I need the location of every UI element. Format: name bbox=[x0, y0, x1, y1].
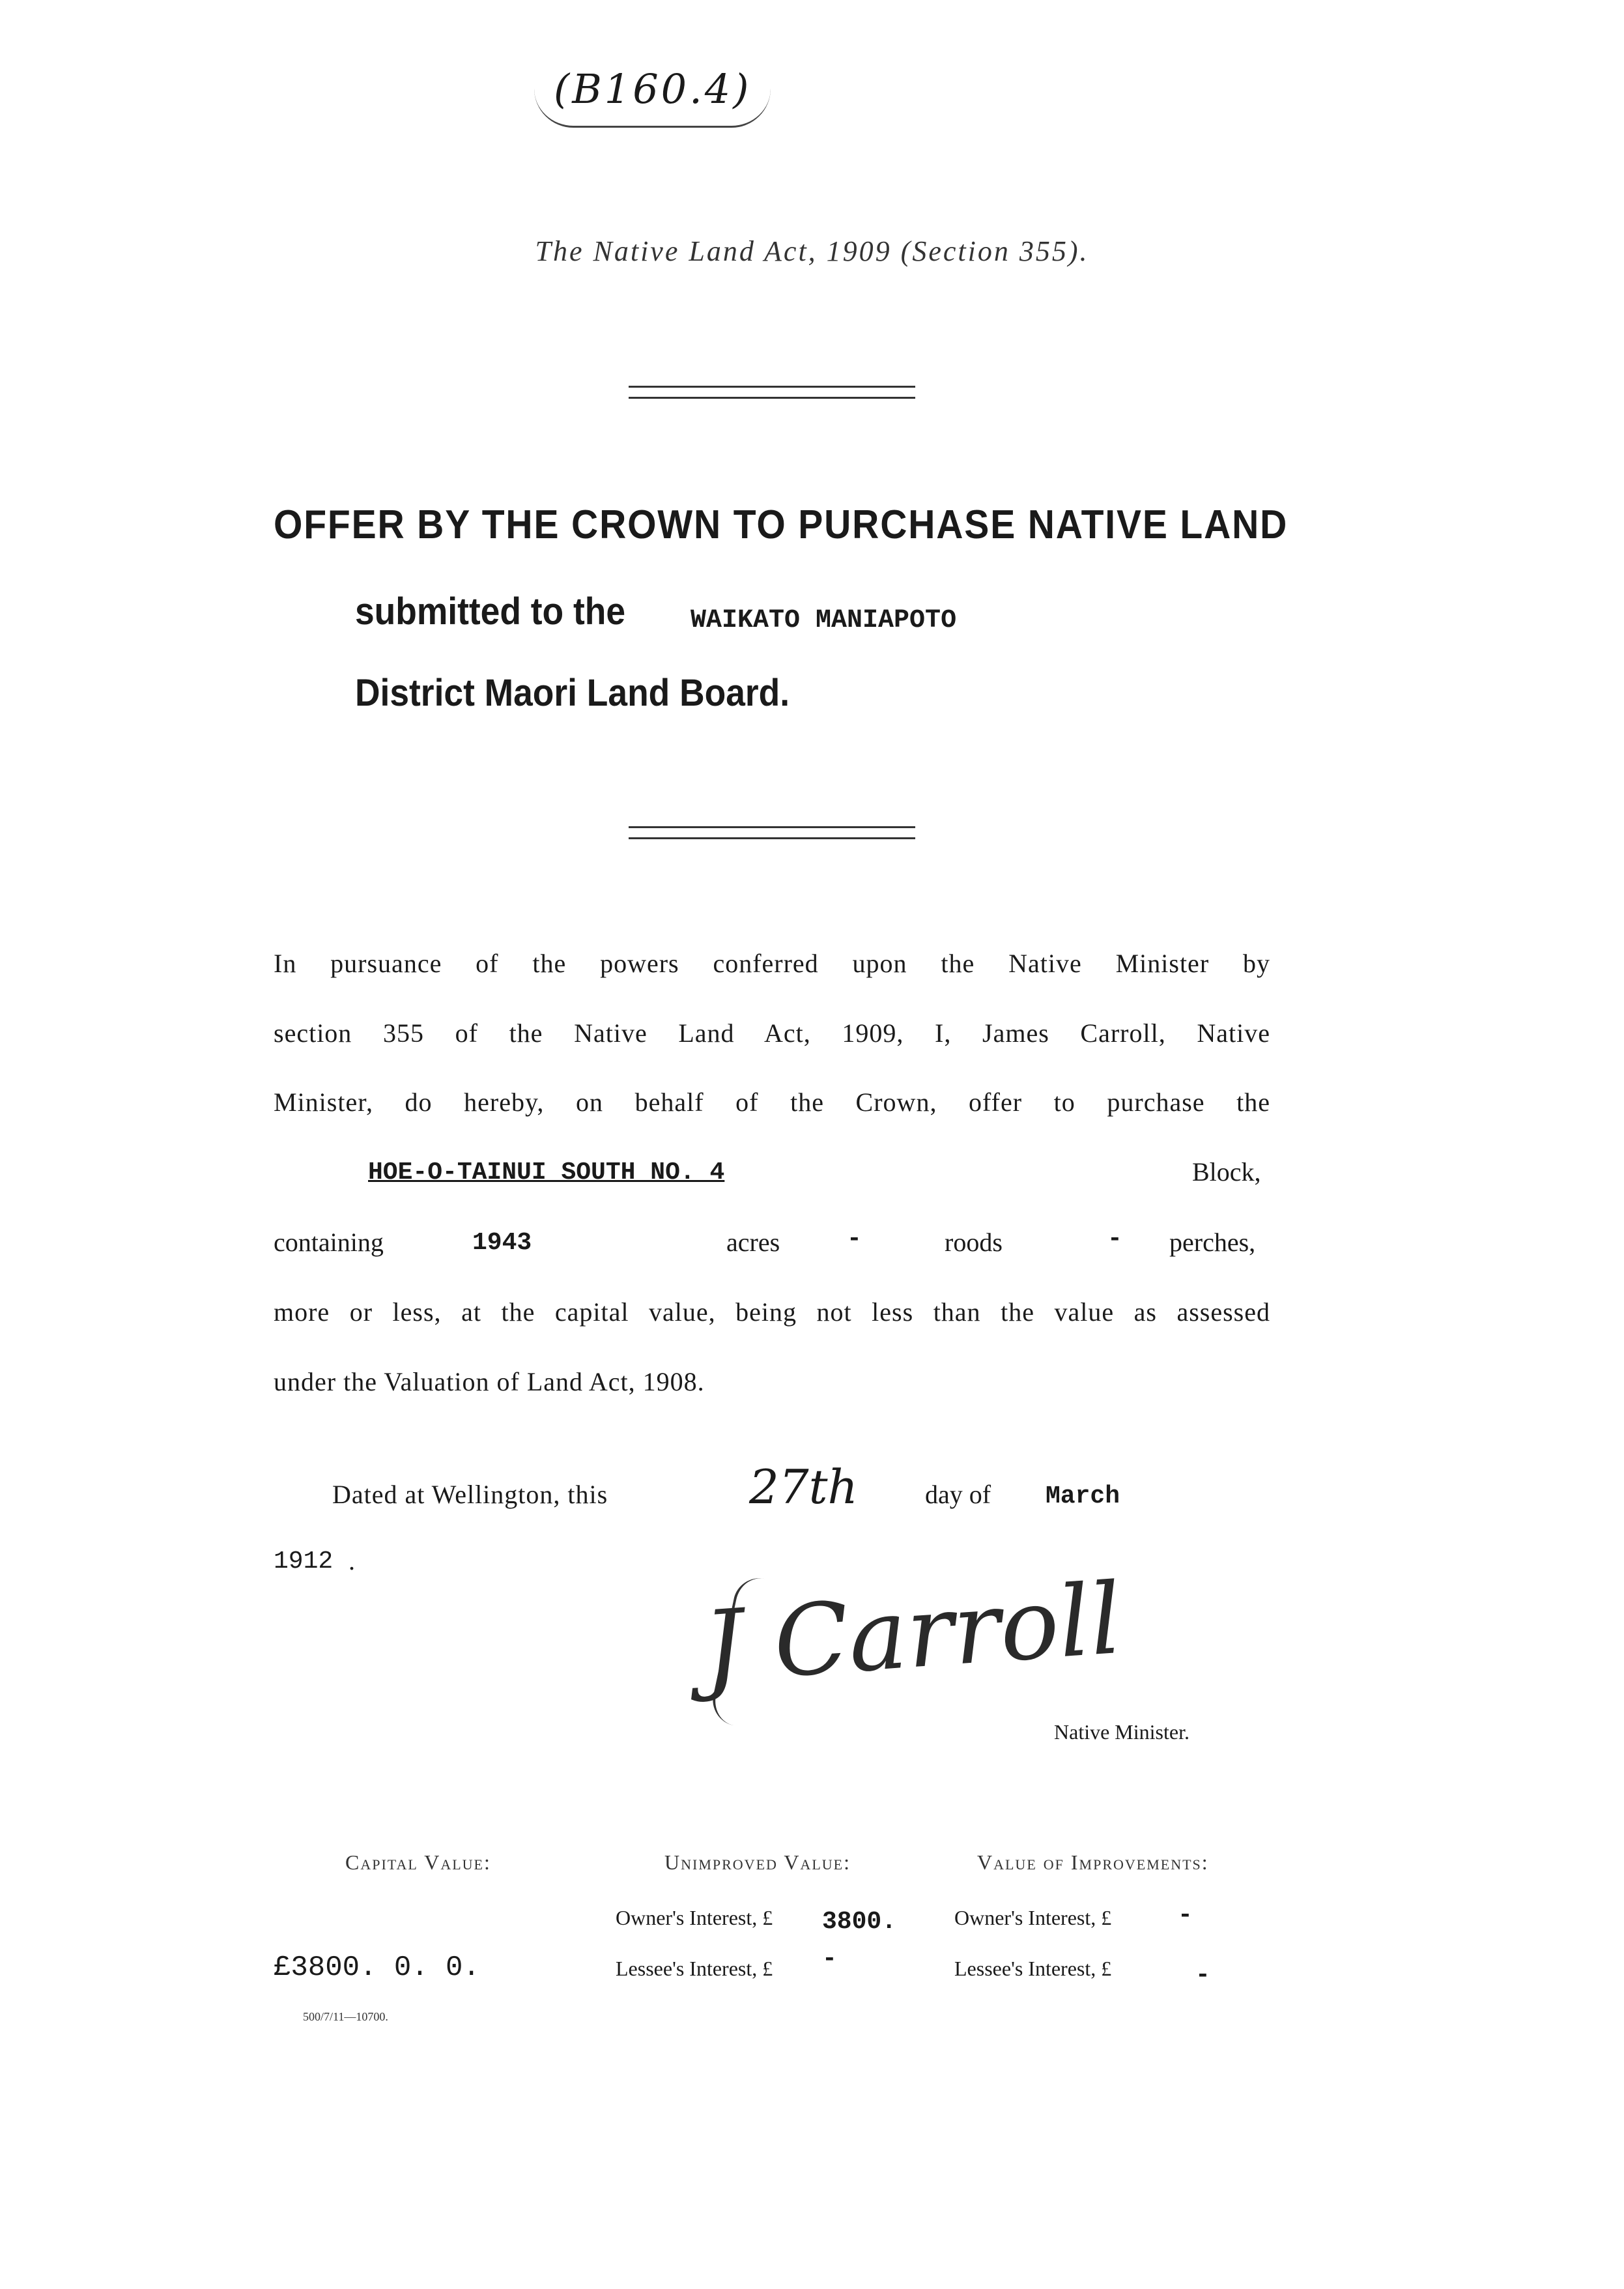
roods-value: - bbox=[847, 1225, 862, 1253]
signer-title: Native Minister. bbox=[1054, 1720, 1190, 1744]
day-value: 27th bbox=[749, 1460, 858, 1514]
paragraph-line-7: under the Valuation of Land Act, 1908. bbox=[274, 1367, 705, 1396]
acres-value: 1943 bbox=[472, 1229, 532, 1257]
dated-label: Dated at Wellington, this bbox=[332, 1480, 608, 1509]
capital-value-label: Capital Value: bbox=[345, 1850, 491, 1874]
submitted-prefix: submitted to the bbox=[355, 590, 626, 633]
divider-top bbox=[629, 386, 915, 399]
improvements-value-label: Value of Improvements: bbox=[977, 1850, 1209, 1874]
month-value: March bbox=[1046, 1482, 1120, 1510]
signature: J Carroll bbox=[700, 1562, 1125, 1705]
file-reference: (B160.4) bbox=[534, 65, 771, 128]
block-label: Block, bbox=[1192, 1157, 1261, 1187]
acres-label: acres bbox=[726, 1228, 780, 1257]
board-suffix: District Maori Land Board. bbox=[355, 672, 790, 714]
perches-value: - bbox=[1107, 1225, 1122, 1253]
print-code: 500/7/11—10700. bbox=[303, 2010, 388, 2023]
lessees-interest-improvements-label: Lessee's Interest, £ bbox=[954, 1957, 1112, 1980]
lessees-interest-improvements-value: - bbox=[1195, 1961, 1210, 1989]
paragraph-line-6: more or less, at the capital value, being not less than the value as assessed bbox=[274, 1297, 1270, 1327]
paragraph-line-1: In pursuance of the powers conferred upon the Native Minister by bbox=[274, 949, 1270, 978]
divider-middle bbox=[629, 826, 915, 839]
owners-interest-unimproved-value: 3800. bbox=[822, 1908, 897, 1936]
lessees-interest-unimproved-value: - bbox=[822, 1945, 837, 1973]
year-value: 1912 bbox=[274, 1548, 334, 1576]
board-name: WAIKATO MANIAPOTO bbox=[691, 606, 957, 635]
block-name: HOE-O-TAINUI SOUTH NO. 4 bbox=[368, 1159, 725, 1187]
paragraph-line-2: section 355 of the Native Land Act, 1909, I, James Carroll, Native bbox=[274, 1018, 1270, 1048]
lessees-interest-unimproved-label: Lessee's Interest, £ bbox=[616, 1957, 773, 1980]
day-of-label: day of bbox=[925, 1480, 991, 1509]
owners-interest-improvements-value: - bbox=[1178, 1901, 1193, 1929]
containing-label: containing bbox=[274, 1228, 384, 1257]
act-heading: The Native Land Act, 1909 (Section 355). bbox=[535, 235, 1089, 267]
document-title: OFFER BY THE CROWN TO PURCHASE NATIVE LAND bbox=[274, 502, 1289, 547]
year-suffix: . bbox=[349, 1546, 355, 1576]
roods-label: roods bbox=[945, 1228, 1003, 1257]
unimproved-value-label: Unimproved Value: bbox=[664, 1850, 851, 1874]
paragraph-line-3: Minister, do hereby, on behalf of the Crown, offer to purchase the bbox=[274, 1087, 1270, 1117]
owners-interest-improvements-label: Owner's Interest, £ bbox=[954, 1906, 1112, 1929]
owners-interest-unimproved-label: Owner's Interest, £ bbox=[616, 1906, 773, 1929]
capital-value: £3800. 0. 0. bbox=[274, 1951, 480, 1984]
perches-label: perches, bbox=[1169, 1228, 1256, 1257]
